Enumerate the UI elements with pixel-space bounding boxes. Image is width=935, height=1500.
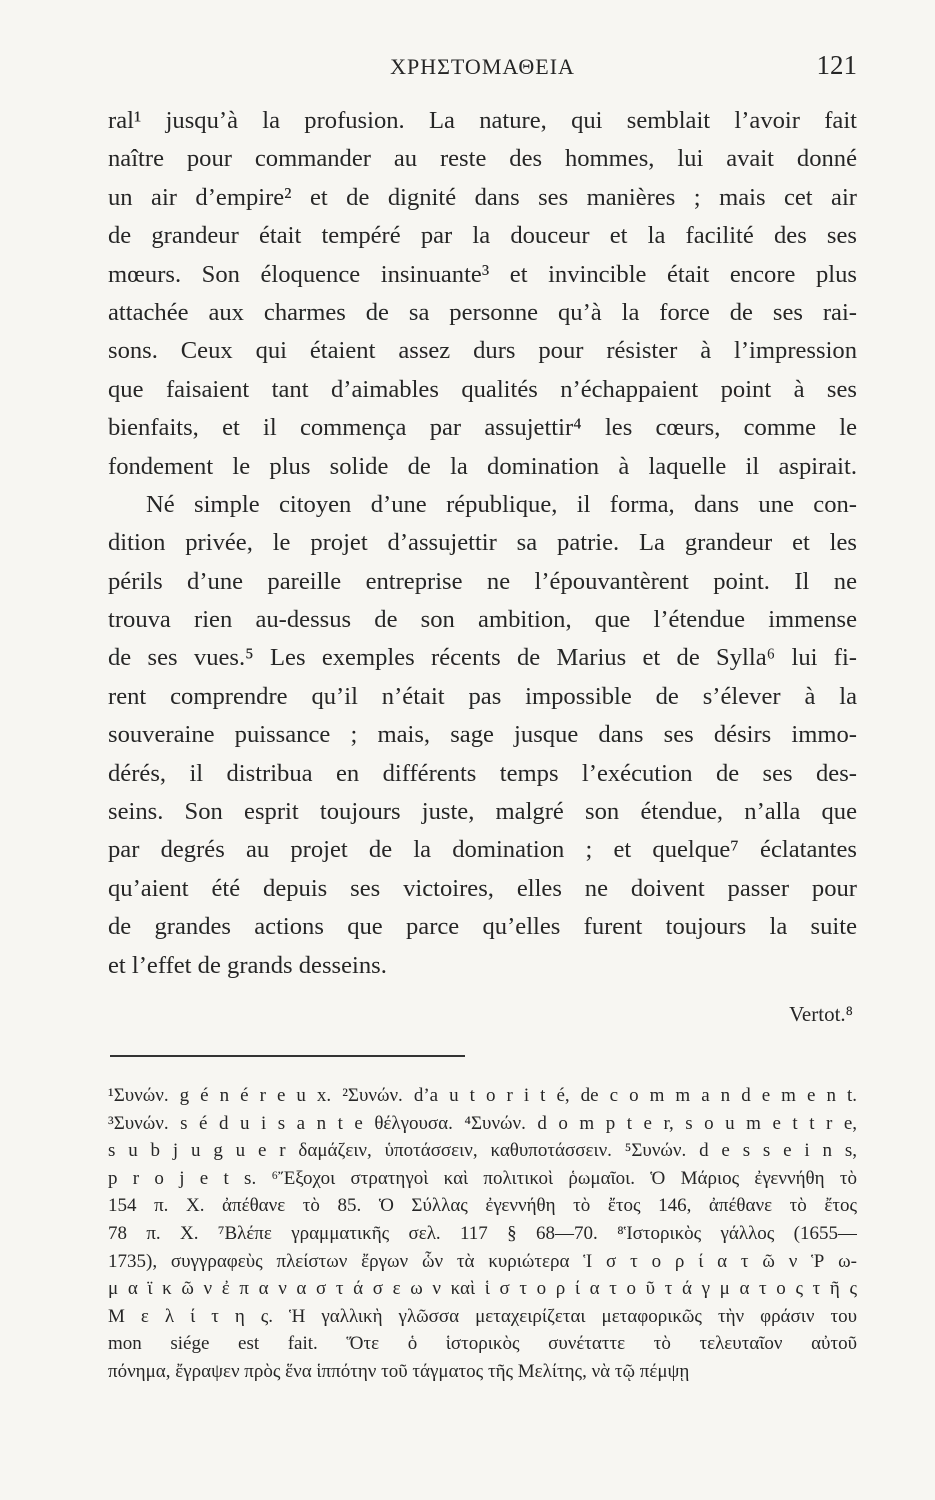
footnote-line: 1735), συγγραφεὺς πλείστων ἔργων ὧν τὰ κυριώτερα Ἱ σ τ ο ρ ί α τ ῶ ν Ῥ ω- <box>108 1250 857 1272</box>
text-line: Né simple citoyen d’une république, il forma, dans une con- <box>146 490 857 518</box>
text-line: attachée aux charmes de sa personne qu’à la force de ses rai- <box>108 298 857 326</box>
text-line: dition privée, le projet d’assujettir sa patrie. La grandeur et les <box>108 529 857 557</box>
footnote-line: ¹Συνών. g é n é r e u x. ²Συνών. d’a u t o r i t é, de c o m m a n d e m e n t. <box>108 1085 857 1106</box>
footnote-line: 154 π. Χ. ἀπέθανε τὸ 85. Ὁ Σύλλας ἐγεννήθη τὸ ἔτος 146, ἀπέθανε τὸ ἔτος <box>108 1195 857 1217</box>
text-line: par degrés au projet de la domination ; et quelque⁷ éclatantes <box>108 836 857 864</box>
footnotes <box>108 1082 857 1386</box>
text-line: périls d’une pareille entreprise ne l’épouvantèrent point. Il ne <box>108 567 857 595</box>
text-line: naître pour commander au reste des hommes, lui avait donné <box>108 145 857 173</box>
author-signature: Vertot.⁸ <box>789 1002 853 1026</box>
running-title: ΧΡΗΣΤΟΜΑΘΕΙΑ <box>390 54 575 79</box>
footnote-divider <box>110 1055 465 1057</box>
footnote-line: s u b j u g u e r δαμάζειν, ὑποτάσσειν, καθυποτάσσειν. ⁵Συνών. d e s s e i n s, <box>108 1140 857 1162</box>
footnote-line: πόνημα, ἔγραψεν πρὸς ἕνα ἱππότην τοῦ τάγματος τῆς Μελίτης, νὰ τῷ πέμψῃ <box>108 1360 690 1382</box>
text-line: dérés, il distribua en différents temps l’exécution de ses des- <box>108 759 857 787</box>
text-line: sons. Ceux qui étaient assez durs pour résister à l’impression <box>108 337 857 365</box>
footnote-line: p r o j e t s. ⁶Ἔξοχοι στρατηγοὶ καὶ πολιτικοὶ ῥωμαῖοι. Ὁ Μάριος ἐγεννήθη τὸ <box>108 1167 857 1189</box>
text-line: fondement le plus solide de la domination à laquelle il aspirait. <box>108 452 857 480</box>
text-line: et l’effet de grands desseins. <box>108 951 387 979</box>
text-line: seins. Son esprit toujours juste, malgré son étendue, n’alla que <box>108 798 857 826</box>
footnote-line: mon siége est fait. Ὅτε ὁ ἱστορικὸς συνέταττε τὸ τελευταῖον αὐτοῦ <box>108 1333 857 1355</box>
text-line: trouva rien au-dessus de son ambition, que l’étendue immense <box>108 606 857 634</box>
text-line: de grandes actions que parce qu’elles furent toujours la suite <box>108 913 857 941</box>
text-line: souveraine puissance ; mais, sage jusque dans ses désirs immo- <box>108 721 857 749</box>
main-text <box>108 102 857 985</box>
text-line: mœurs. Son éloquence insinuante³ et invincible était encore plus <box>108 260 857 288</box>
text-line: ral¹ jusqu’à la profusion. La nature, qui semblait l’avoir fait <box>108 107 857 134</box>
text-line: de ses vues.⁵ Les exemples récents de Marius et de Sylla⁶ lui fi- <box>108 644 857 672</box>
footnote-line: μ α ϊ κ ῶ ν ἐ π α ν α σ τ ά σ ε ω ν καὶ ἱ σ τ ο ρ ί α τ ο ῦ τ ά γ μ α τ ο ς τ ῆ ς <box>108 1278 857 1300</box>
text-line: de grandeur était tempéré par la douceur et la facilité des ses <box>108 222 857 250</box>
page-number: 121 <box>816 50 857 80</box>
text-line: bienfaits, et il commença par assujettir⁴ les cœurs, comme le <box>108 414 857 442</box>
footnote-line: 78 π. Χ. ⁷Βλέπε γραμματικῆς σελ. 117 § 68—70. ⁸Ἱστορικὸς γάλλος (1655— <box>108 1222 857 1244</box>
text-line: que faisaient tant d’aimables qualités n’échappaient point à ses <box>108 375 857 403</box>
footnote-line: Μ ε λ ί τ η ς. Ἡ γαλλικὴ γλῶσσα μεταχειρίζεται μεταφορικῶς τὴν φράσιν του <box>108 1305 857 1327</box>
page-header <box>108 50 857 84</box>
footnote-line: ³Συνών. s é d u i s a n t e θέλγουσα. ⁴Συνών. d o m p t e r, s o u m e t t r e, <box>108 1112 857 1134</box>
text-line: un air d’empire² et de dignité dans ses manières ; mais cet air <box>108 183 857 211</box>
text-line: rent comprendre qu’il n’était pas impossible de s’élever à la <box>108 682 857 710</box>
text-line: qu’aient été depuis ses victoires, elles ne doivent passer pour <box>108 874 857 902</box>
